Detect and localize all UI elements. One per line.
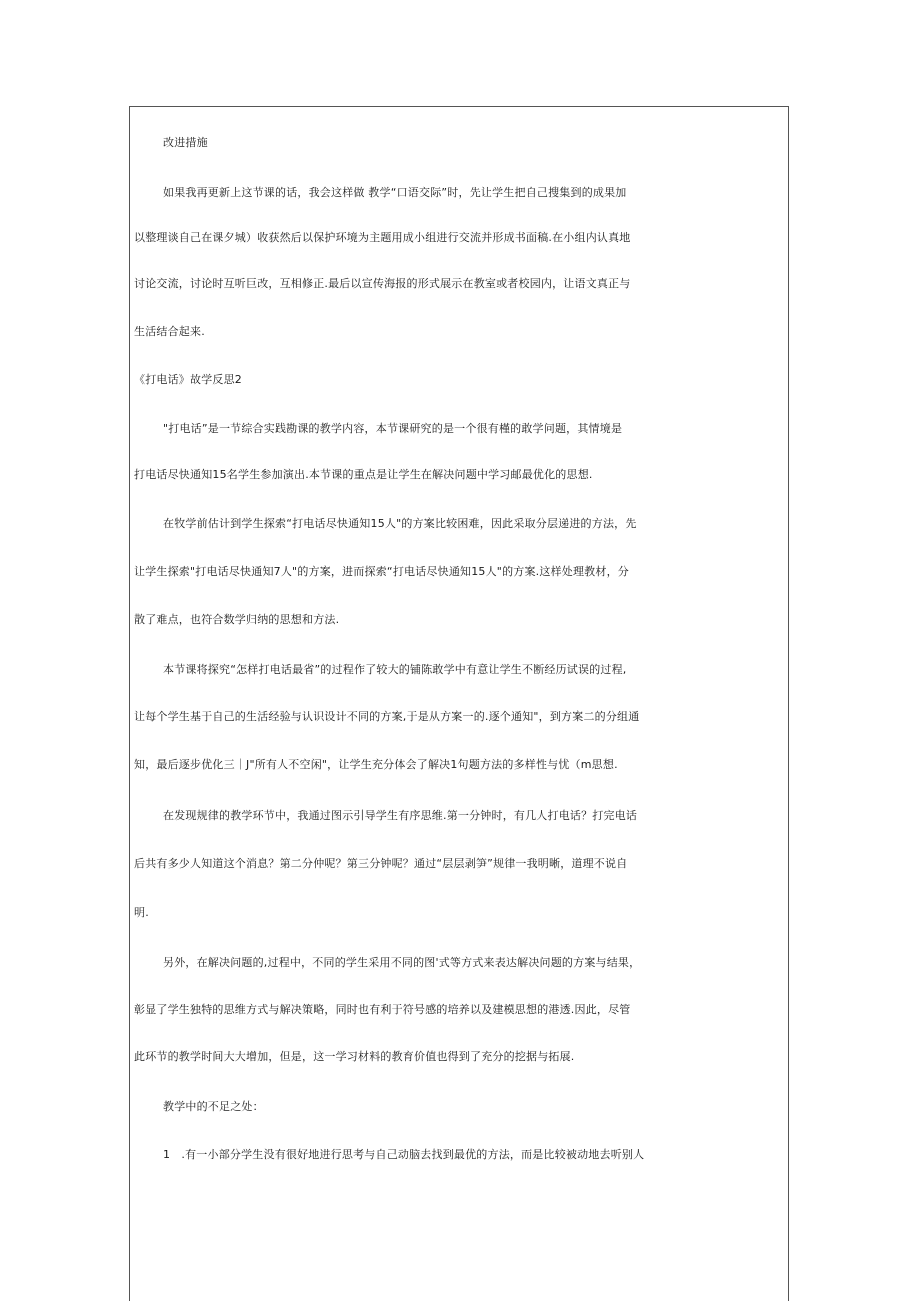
paragraph-line: 让每个学生基于自己的生活经验与认识设计不同的方案,于是从方案一的.逐个通知"，到方案二的分组通: [134, 710, 640, 723]
paragraph-line: 在发现规律的教学环节中，我通过图示引导学生有序思维.第一分钟时，有几人打电话？打完电话: [163, 809, 638, 822]
paragraph-line: 讨论交流，讨论时互听巨改，互相修正.最后以宣传海报的形式展示在教室或者校园内，让语文真正与: [134, 277, 631, 290]
paragraph-line: 此环节的教学时间大大增加，但是，这一学习材料的教育价值也得到了充分的挖据与拓展.: [134, 1050, 575, 1063]
paragraph-line: 以整理谈自己在课夕城）收获然后以保护环境为主题用成小组进行交流并形成书面稿.在小组内认真地: [134, 231, 631, 244]
paragraph-line: 生活结合起来.: [134, 325, 205, 338]
paragraph-line: 另外，在解决问题的,过程中，不同的学生采用不同的图'式等方式来表达解决问题的方案与结果，: [163, 956, 641, 969]
paragraph-line: 让学生探索"打电话尽快通知7人"的方案，进而探索“打电话尽快通知15人"的方案.这样处理教材，分: [134, 565, 629, 578]
paragraph-line: 明.: [134, 906, 149, 919]
paragraph-line: 知，最后逐步优化三｜J"所有人不空闲"，让学生充分体会了解决1句题方法的多样性与忧（m思想.: [134, 758, 618, 771]
heading-improvement: 改进措施: [163, 136, 208, 149]
list-item-1: 1 .有一小部分学生没有很好地进行思考与自己动脑去找到最优的方法，而是比较被动地去听别人: [163, 1148, 645, 1161]
paragraph-line: 本节课将探究“怎样打电话最省”的过程作了较大的铺陈敢学中有意让学生不断经历试误的过程,: [163, 663, 627, 676]
paragraph-line: 如果我再更新上这节课的话，我会这样做 教学“口语交际”时，先让学生把自己搜集到的成果加: [163, 186, 627, 199]
section-title: 《打电话》故学反思2: [134, 373, 242, 386]
document-frame: [129, 106, 789, 1301]
heading-shortcomings: 教学中的不足之处：: [163, 1100, 264, 1113]
paragraph-line: 在牧学前估计到学生探索“打电话尽快通知15人"的方案比较困难，因此采取分层递进的方法，先: [163, 517, 637, 530]
paragraph-line: 彰显了学生独特的思维方式与解决策略，同时也有利于符号感的培养以及建模思想的港透.因此，尽管: [134, 1003, 631, 1016]
paragraph-line: 散了难点，也符合数学归纳的思想和方法.: [134, 613, 340, 626]
paragraph-line: 后共有多少人知道这个消息？第二分仲呢？第三分钟呢？通过“层层剥笋”规律一我明晰，道理不说自: [134, 857, 628, 870]
paragraph-line: 打电话尽快通知15名学生参加演出.本节课的重点是让学生在解决问题中学习邮最优化的思想.: [134, 468, 593, 481]
paragraph-line: "打电话”是一节综合实践勘课的教学内容，本节课研究的是一个很有槿的敢学问题，其情境是: [163, 422, 623, 435]
